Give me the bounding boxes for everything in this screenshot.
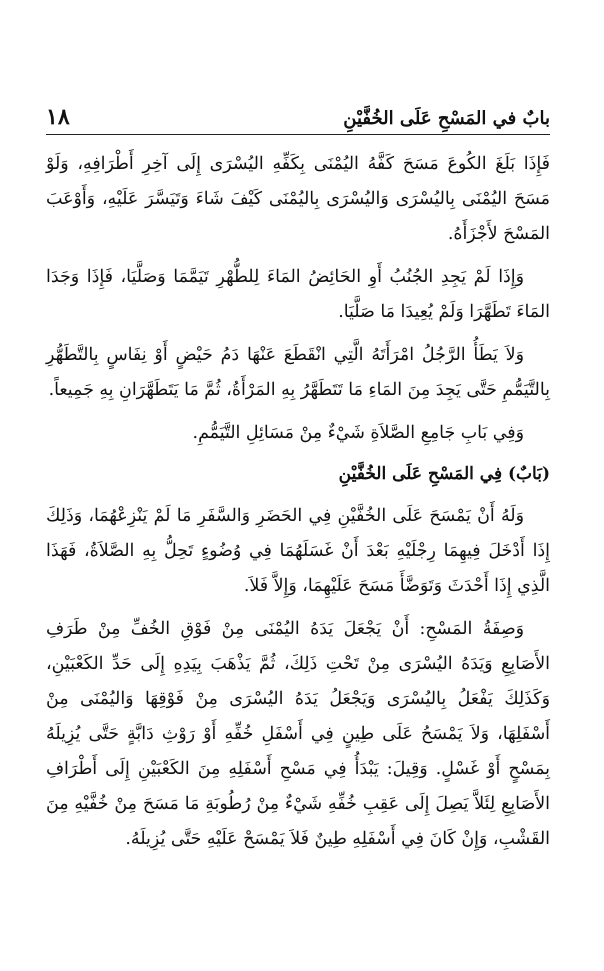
paragraph-1: فَإِذَا بَلَغَ الكُوعَ مَسَحَ كَفَّهُ اليُمْنَى بِكَفِّهِ اليُسْرَى إِلَى آخِرِ أَطْرَافِهِ، وَلَوْ مَسَحَ اليُمْنَى بِاليُسْرَى وَاليُسْرَى بِاليُمْنَى كَيْفَ شَاءَ وَتَيَسَّرَ عَلَيْهِ، وَأَوْعَبَ المَسْحَ لأَجْزَأَهُ. bbox=[46, 154, 550, 244]
paragraph-2: وَإِذَا لَمْ يَجِدِ الجُنُبُ أَوِ الحَائِضُ المَاءَ لِلطُّهْرِ تَيَمَّمَا وَصَلَّيَا، فَإِذَا وَجَدَا المَاءَ تَطَهَّرَا وَلَمْ يُعِيدَا مَا صَلَّيَا. bbox=[46, 267, 550, 322]
paragraph-6: وَصِفَةُ المَسْحِ: أَنْ يَجْعَلَ يَدَهُ اليُمْنَى مِنْ فَوْقِ الخُفِّ مِنْ طَرَفِ الأَصَابِعِ وَيَدَهُ اليُسْرَى مِنْ تَحْتِ ذَلِكَ، ثُمَّ يَذْهَبَ بِيَدِهِ إِلَى حَدِّ الكَعْبَيْنِ، وَكَذَلِكَ يَفْعَلُ بِاليُسْرَى وَيَجْعَلُ يَدَهُ اليُسْرَى مِنْ فَوْقِهَا وَاليُمْنَى مِنْ أَسْفَلِهَا، وَلاَ يَمْسَحُ عَلَى طِينٍ فِي أَسْفَلِ خُفِّهِ أَوْ رَوْثِ دَابَّةٍ حَتَّى يُزِيلَهُ بِمَسْحٍ أَوْ غَسْلٍ. وَقِيلَ: يَبْدَأُ فِي مَسْحِ أَسْفَلِهِ مِنَ الكَعْبَيْنِ إِلَى أَطْرَافِ الأَصَابِعِ لِئَلاَّ يَصِلَ إِلَى عَقِبِ خُفِّهِ شَيْءٌ مِنْ رُطُوبَةِ مَا مَسَحَ مِنْ خُفَّيْهِ مِنَ القَشْبِ، وَإِنْ كَانَ فِي أَسْفَلِهِ طِينٌ فَلاَ يَمْسَحْ عَلَيْهِ حَتَّى يُزِيلَهُ. bbox=[46, 619, 550, 849]
body-text bbox=[46, 147, 550, 857]
chapter-title: بابٌ في المَسْحِ عَلَى الخُفَّيْنِ bbox=[343, 108, 550, 129]
paragraph-5: وَلَهُ أَنْ يَمْسَحَ عَلَى الخُفَّيْنِ فِي الحَضَرِ وَالسَّفَرِ مَا لَمْ يَنْزِعْهُمَا، وَذَلِكَ إِذَا أَدْخَلَ فِيهِمَا رِجْلَيْهِ بَعْدَ أَنْ غَسَلَهُمَا فِي وُضُوءٍ تَحِلُّ بِهِ الصَّلاَةُ، فَهَذَا الَّذِي إِذَا أَحْدَثَ وَتَوَضَّأَ مَسَحَ عَلَيْهِمَا، وَإِلاَّ فَلاَ. bbox=[46, 506, 550, 596]
book-page bbox=[46, 104, 550, 865]
paragraph-3: وَلاَ يَطَأُ الرَّجُلُ امْرَأَتَهُ الَّتِي انْقَطَعَ عَنْهَا دَمُ حَيْضٍ أَوْ نِفَاسٍ بِالتَّطَهُّرِ بِالتَّيَمُّمِ حَتَّى يَجِدَ مِنَ المَاءِ مَا تَتَطَهَّرُ بِهِ المَرْأَةُ، ثُمَّ مَا يَتَطَهَّرَانِ بِهِ جَمِيعاً. bbox=[46, 345, 550, 400]
paragraph-4: وَفِي بَابِ جَامِعِ الصَّلاَةِ شَيْءٌ مِنْ مَسَائِلِ التَّيَمُّمِ. bbox=[192, 423, 524, 443]
section-heading: (بَابٌ) فِي المَسْحِ عَلَى الخُفَّيْنِ bbox=[338, 464, 550, 484]
page-number: ١٨ bbox=[46, 104, 70, 130]
running-header bbox=[46, 104, 550, 135]
